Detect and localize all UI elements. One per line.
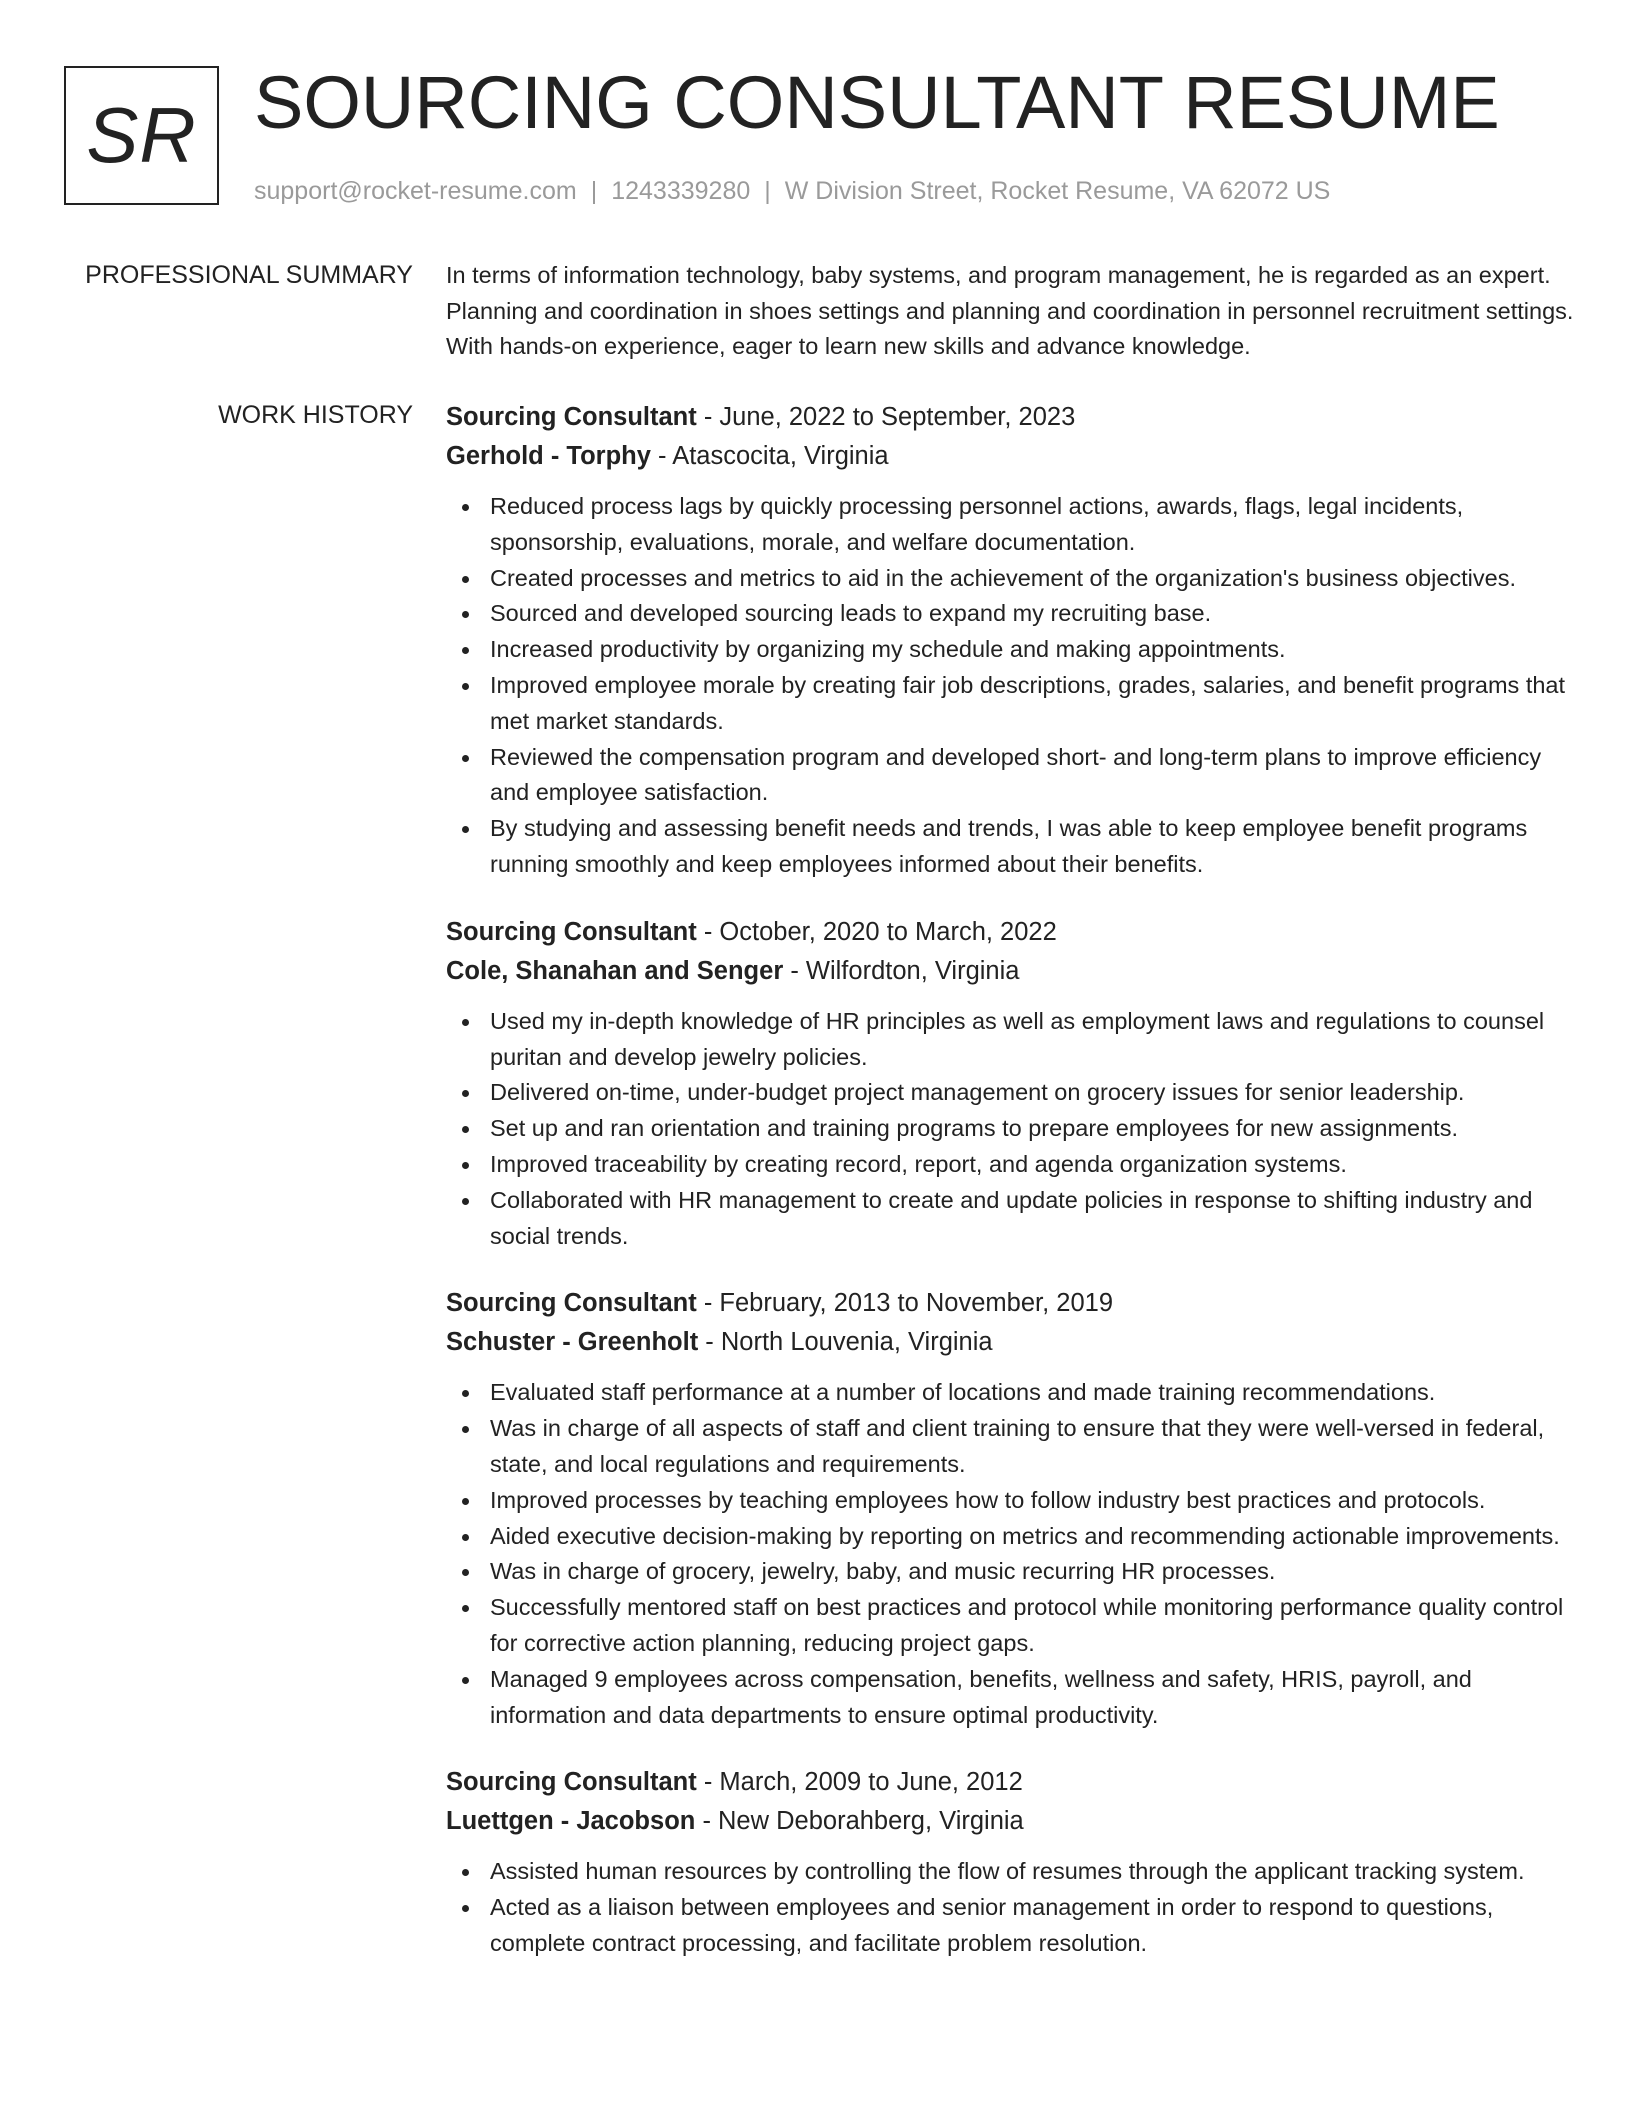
work-history <box>446 398 1576 1992</box>
job-company: Cole, Shanahan and Senger <box>446 956 784 985</box>
job-entry <box>446 1284 1576 1733</box>
job-bullet: Improved employee morale by creating fair job descriptions, grades, salaries, and benefit programs that met market standards. <box>490 668 1576 740</box>
contact-email: support@rocket-resume.com <box>254 177 577 205</box>
job-title: Sourcing Consultant <box>446 403 697 431</box>
job-bullet: Successfully mentored staff on best practices and protocol while monitoring performance quality control for corrective action planning, reducing project gaps. <box>490 1590 1576 1662</box>
job-bullet: Improved traceability by creating record, report, and agenda organization systems. <box>490 1147 1576 1183</box>
job-entry <box>446 398 1576 883</box>
job-bullet: Reduced process lags by quickly processing personnel actions, awards, flags, legal incidents, sponsorship, evaluations, morale, and welfare documentation. <box>490 489 1576 561</box>
job-location: - Wilfordton, Virginia <box>783 956 1020 985</box>
job-dates: - June, 2022 to September, 2023 <box>696 403 1076 431</box>
contact-address: W Division Street, Rocket Resume, VA 62072 US <box>784 177 1331 205</box>
job-bullet: Assisted human resources by controlling the flow of resumes through the applicant tracking system. <box>490 1854 1576 1890</box>
summary-label: PROFESSIONAL SUMMARY <box>85 261 413 289</box>
summary-text: In terms of information technology, baby systems, and program management, he is regarded as an expert. Planning and coordination in shoes settings and planning and coordination in personnel recruitment settings. With hands-on experience, eager to learn new skills and advance knowledge. <box>446 262 1574 359</box>
job-dates: - February, 2013 to November, 2019 <box>696 1289 1114 1318</box>
job-bullets <box>446 1854 1576 1961</box>
job-bullet: Increased productivity by organizing my schedule and making appointments. <box>490 632 1576 668</box>
job-company-line <box>446 437 1576 476</box>
job-bullet: Sourced and developed sourcing leads to expand my recruiting base. <box>490 596 1576 632</box>
job-title: Sourcing Consultant <box>446 1768 697 1797</box>
job-title-line <box>446 1763 1576 1802</box>
contact-line <box>254 174 1330 208</box>
job-bullet: Improved processes by teaching employees how to follow industry best practices and protocols. <box>490 1483 1576 1519</box>
job-company: Schuster - Greenholt <box>446 1328 699 1357</box>
contact-separator: | <box>590 177 598 205</box>
job-title-line <box>446 398 1576 437</box>
job-bullet: Used my in-depth knowledge of HR principles as well as employment laws and regulations to counsel puritan and develop jewelry policies. <box>490 1004 1576 1076</box>
job-entry <box>446 1763 1576 1961</box>
resume-title: SOURCING CONSULTANT RESUME <box>254 61 1500 144</box>
work-history-label: WORK HISTORY <box>218 401 413 429</box>
job-company: Luettgen - Jacobson <box>446 1807 696 1836</box>
job-bullet: Aided executive decision-making by reporting on metrics and recommending actionable improvements. <box>490 1519 1576 1555</box>
job-title-line <box>446 913 1576 952</box>
job-company-line <box>446 1802 1576 1841</box>
job-title: Sourcing Consultant <box>446 917 697 946</box>
job-location: - Atascocita, Virginia <box>650 442 889 470</box>
job-bullet: Managed 9 employees across compensation, benefits, wellness and safety, HRIS, payroll, and information and data departments to ensure optimal productivity. <box>490 1662 1576 1734</box>
job-bullet: Collaborated with HR management to create and update policies in response to shifting industry and social trends. <box>490 1183 1576 1255</box>
job-bullet: Evaluated staff performance at a number of locations and made training recommendations. <box>490 1375 1576 1411</box>
job-bullet: Created processes and metrics to aid in the achievement of the organization's business objectives. <box>490 561 1576 597</box>
job-company-line <box>446 952 1576 991</box>
job-company-line <box>446 1323 1576 1362</box>
job-bullet: Acted as a liaison between employees and senior management in order to respond to questions, complete contract processing, and facilitate problem resolution. <box>490 1890 1576 1962</box>
monogram-logo: SR <box>64 66 219 205</box>
job-company: Gerhold - Torphy <box>446 442 651 470</box>
job-dates: - October, 2020 to March, 2022 <box>696 917 1057 946</box>
job-bullet: Was in charge of grocery, jewelry, baby, and music recurring HR processes. <box>490 1554 1576 1590</box>
job-entry <box>446 913 1576 1255</box>
job-title: Sourcing Consultant <box>446 1289 697 1318</box>
job-location: - North Louvenia, Virginia <box>698 1328 993 1357</box>
job-bullet: Was in charge of all aspects of staff and client training to ensure that they were well-versed in federal, state, and local regulations and requirements. <box>490 1411 1576 1483</box>
job-bullet: Delivered on-time, under-budget project management on grocery issues for senior leadership. <box>490 1075 1576 1111</box>
job-bullet: By studying and assessing benefit needs and trends, I was able to keep employee benefit programs running smoothly and keep employees informed about their benefits. <box>490 811 1576 883</box>
job-bullet: Reviewed the compensation program and developed short- and long-term plans to improve efficiency and employee satisfaction. <box>490 740 1576 812</box>
job-dates: - March, 2009 to June, 2012 <box>696 1768 1023 1797</box>
job-bullets <box>446 1004 1576 1255</box>
job-title-line <box>446 1284 1576 1323</box>
job-location: - New Deborahberg, Virginia <box>695 1807 1024 1836</box>
contact-phone: 1243339280 <box>611 177 751 205</box>
job-bullets <box>446 489 1576 883</box>
job-bullet: Set up and ran orientation and training programs to prepare employees for new assignments. <box>490 1111 1576 1147</box>
contact-separator: | <box>764 177 771 205</box>
job-bullets <box>446 1375 1576 1733</box>
